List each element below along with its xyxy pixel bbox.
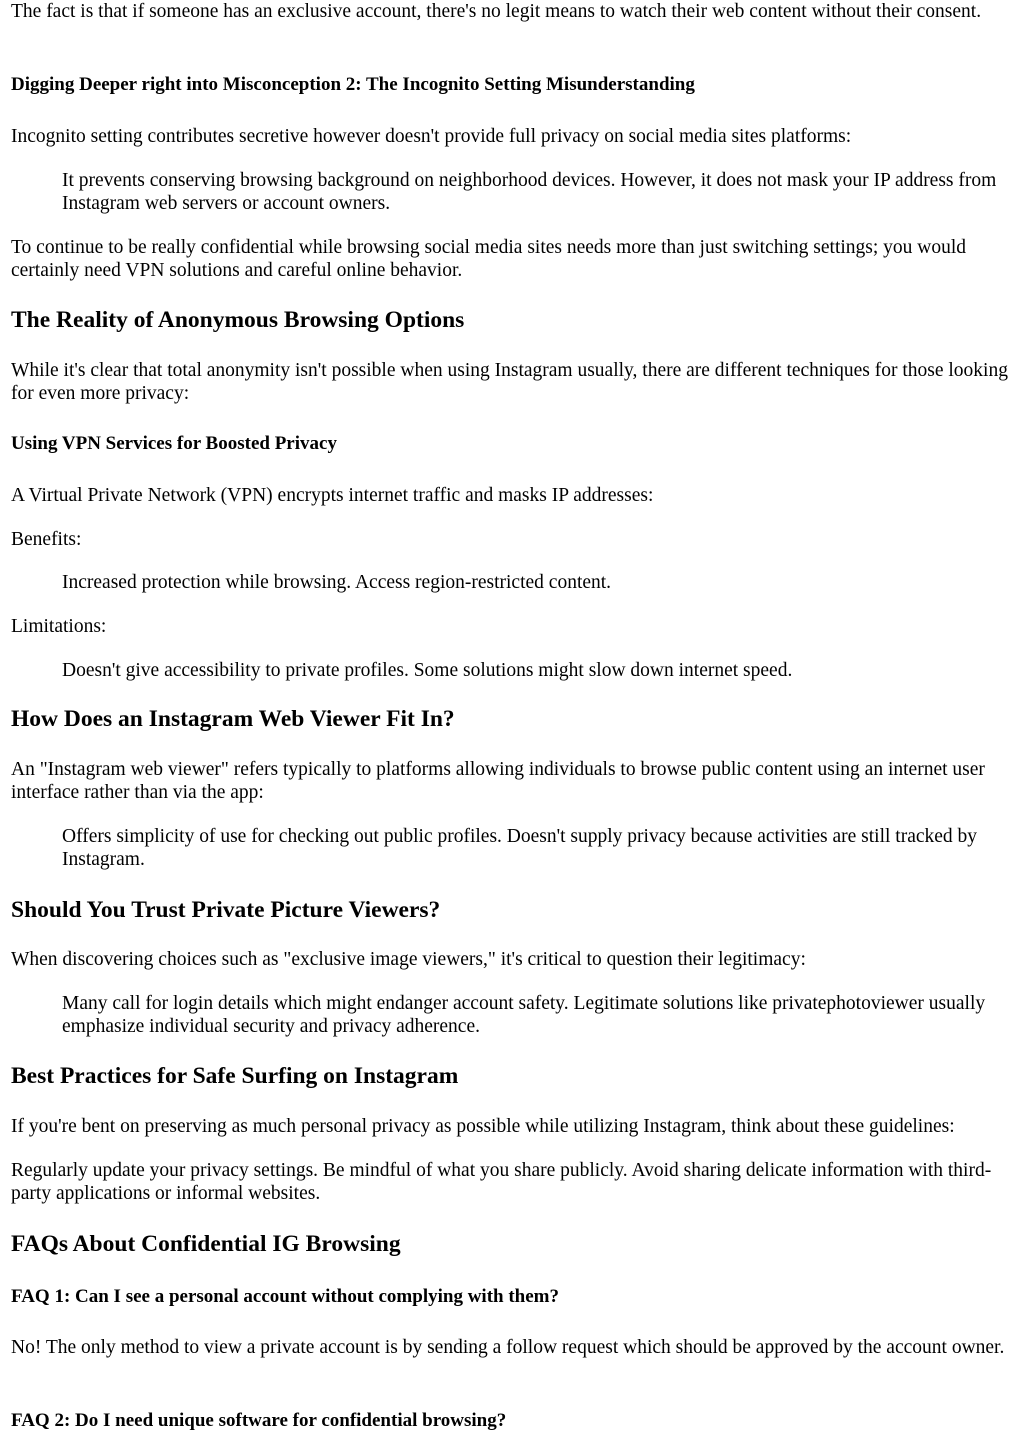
heading-misconception-2: Digging Deeper right into Misconception 2: The Incognito Setting Misunderstanding [11, 74, 695, 95]
best-practices-paragraph: If you're bent on preserving as much personal privacy as possible while utilizing Instagram, think about these guidelines: [11, 1116, 955, 1137]
heading-faq-1: FAQ 1: Can I see a personal account without complying with them? [11, 1286, 560, 1307]
trust-blockquote: Many call for login details which might endanger account safety. Legitimate solutions like privatephotoviewer usually emphasize individual security and privacy adherence. [62, 993, 986, 1037]
webviewer-paragraph: An "Instagram web viewer" refers typically to platforms allowing individuals to browse public content using an internet user interface rather than via the app: [11, 759, 985, 803]
intro-paragraph: The fact is that if someone has an exclusive account, there's no legit means to watch their web content without their consent. [11, 1, 982, 22]
trust-paragraph: When discovering choices such as "exclusive image viewers," it's critical to question their legitimacy: [11, 949, 806, 970]
heading-trust-private-viewers: Should You Trust Private Picture Viewers? [11, 897, 441, 923]
heading-faq-2: FAQ 2: Do I need unique software for confidential browsing? [11, 1410, 507, 1431]
best-practices-list-paragraph: Regularly update your privacy settings. Be mindful of what you share publicly. Avoid sharing delicate information with third-party applications or informal websites. [11, 1160, 992, 1204]
vpn-paragraph: A Virtual Private Network (VPN) encrypts internet traffic and masks IP addresses: [11, 485, 654, 506]
reality-paragraph: While it's clear that total anonymity isn't possible when using Instagram usually, there are different techniques for those looking for even more privacy: [11, 360, 1008, 404]
confidential-paragraph: To continue to be really confidential while browsing social media sites needs more than just switching settings; you would certainly need VPN solutions and careful online behavior. [11, 237, 967, 281]
heading-best-practices: Best Practices for Safe Surfing on Instagram [11, 1063, 459, 1089]
heading-faqs: FAQs About Confidential IG Browsing [11, 1231, 401, 1257]
heading-vpn-services: Using VPN Services for Boosted Privacy [11, 433, 337, 454]
webviewer-blockquote: Offers simplicity of use for checking out public profiles. Doesn't supply privacy because activities are still tracked by Instagram. [62, 826, 978, 870]
heading-reality-anonymous-browsing: The Reality of Anonymous Browsing Options [11, 307, 465, 333]
limitations-blockquote: Doesn't give accessibility to private profiles. Some solutions might slow down internet speed. [62, 660, 793, 681]
limitations-label: Limitations: [11, 616, 107, 637]
benefits-blockquote: Increased protection while browsing. Access region-restricted content. [62, 572, 612, 593]
incognito-blockquote: It prevents conserving browsing background on neighborhood devices. However, it does not mask your IP address from Instagram web servers or account owners. [62, 170, 997, 214]
faq-1-answer: No! The only method to view a private account is by sending a follow request which should be approved by the account owner. [11, 1337, 1005, 1358]
incognito-paragraph: Incognito setting contributes secretive however doesn't provide full privacy on social media sites platforms: [11, 126, 852, 147]
heading-instagram-web-viewer: How Does an Instagram Web Viewer Fit In? [11, 706, 455, 732]
benefits-label: Benefits: [11, 529, 82, 550]
